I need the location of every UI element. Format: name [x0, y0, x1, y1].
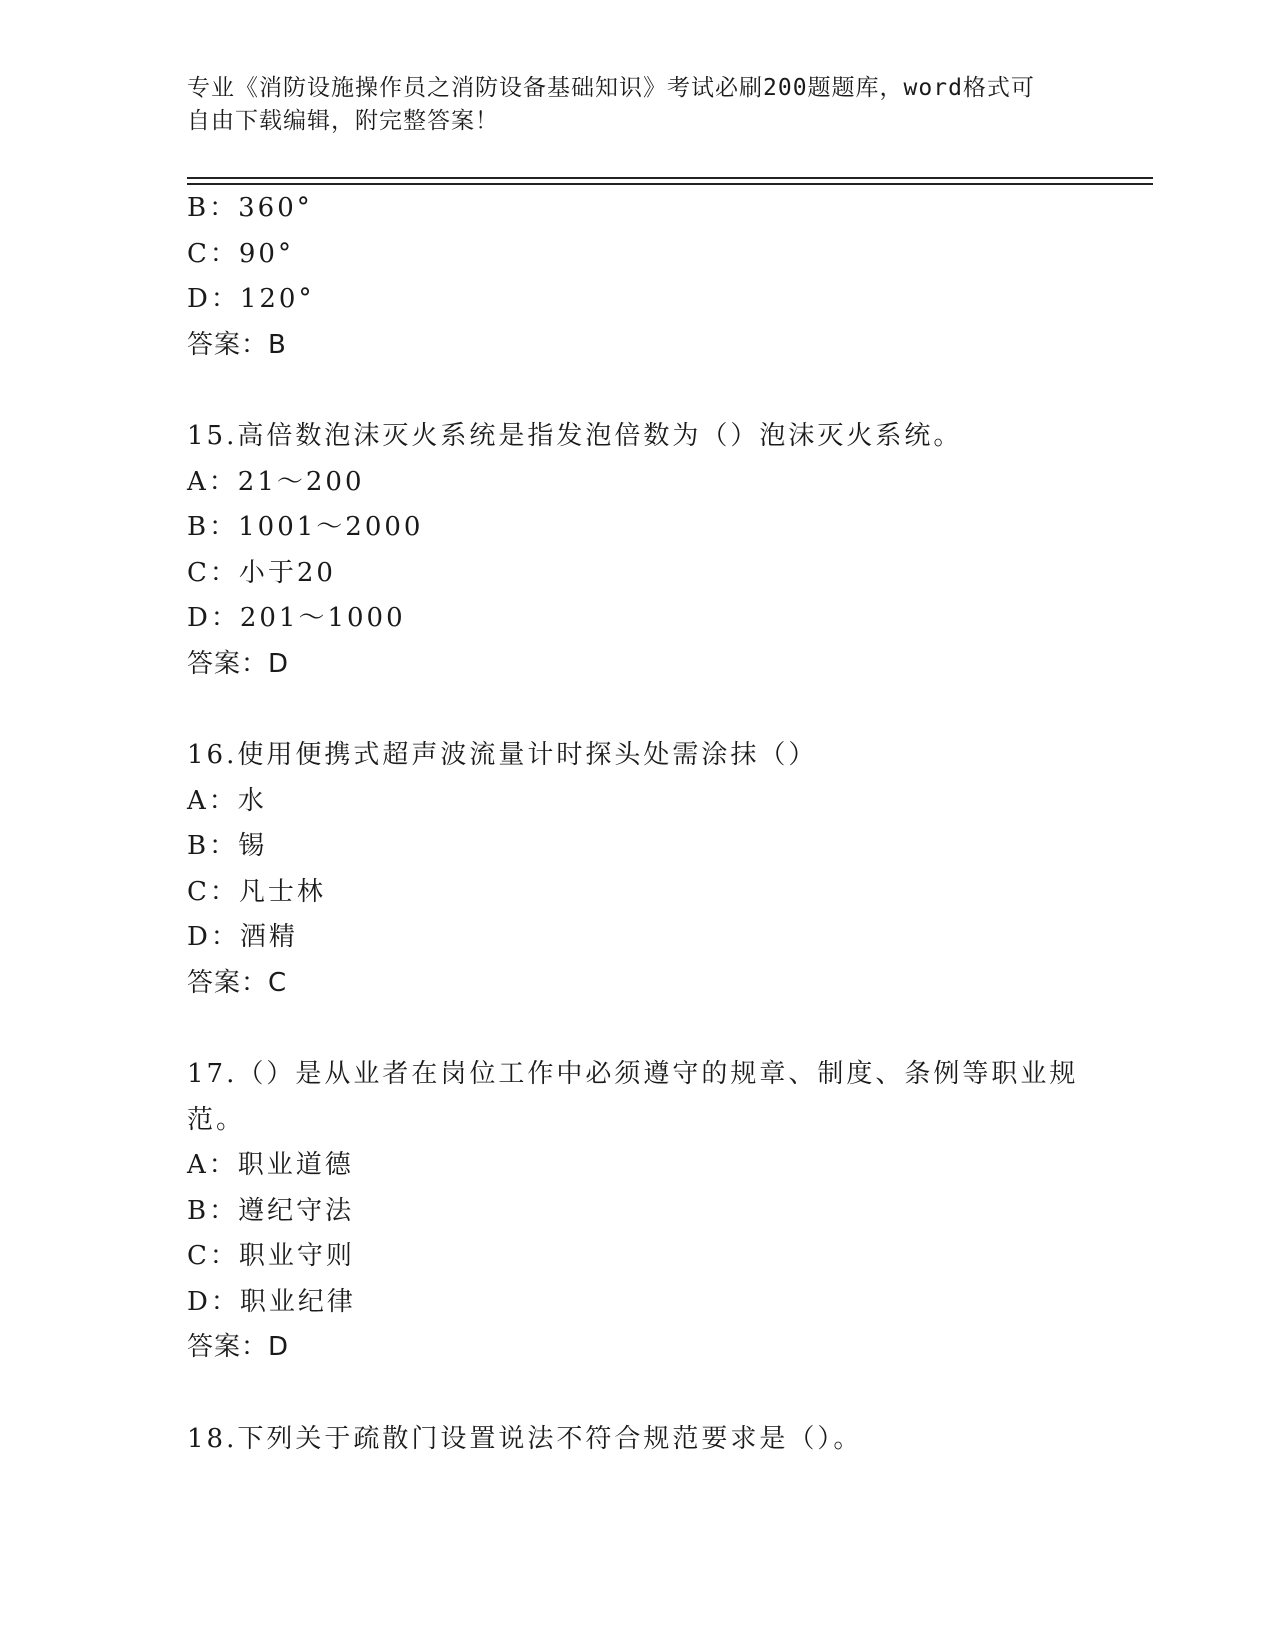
option-c: C：小于20	[187, 557, 336, 588]
spacer	[187, 368, 1087, 414]
option-a: A：职业道德	[187, 1150, 354, 1180]
spacer	[187, 687, 1087, 733]
question-14-continued	[187, 186, 1087, 368]
document-header	[187, 72, 1067, 138]
option-c: C：职业守则	[187, 1241, 355, 1271]
spacer	[187, 1006, 1087, 1052]
option-c: C：90°	[187, 238, 294, 269]
option-a: A：21～200	[187, 466, 365, 497]
option-d: D：120°	[187, 284, 315, 314]
answer-label: 答案：D	[187, 1332, 290, 1362]
question-stem: 15.高倍数泡沫灭火系统是指发泡倍数为（）泡沫灭火系统。	[187, 421, 963, 451]
option-b: B：锡	[187, 831, 268, 861]
question-18	[187, 1417, 1087, 1463]
answer-label: 答案：B	[187, 329, 287, 360]
question-stem: 16.使用便携式超声波流量计时探头处需涂抹（）	[187, 740, 818, 770]
header-divider-bottom	[187, 183, 1153, 185]
header-divider-top	[187, 177, 1153, 179]
header-title-line-2: 自由下载编辑，附完整答案！	[187, 108, 499, 134]
question-stem-line-2: 范。	[187, 1104, 246, 1135]
option-a: A：水	[187, 785, 267, 816]
option-c: C：凡士林	[187, 876, 326, 907]
option-d: D：职业纪律	[187, 1286, 356, 1317]
question-16	[187, 733, 1087, 1006]
option-d: D：201～1000	[187, 603, 406, 633]
spacer	[187, 1371, 1087, 1417]
question-stem-line-1: 17.（）是从业者在岗位工作中必须遵守的规章、制度、条例等职业规	[187, 1059, 1079, 1089]
option-b: B：360°	[187, 193, 313, 223]
option-d: D：酒精	[187, 922, 298, 952]
question-15	[187, 414, 1087, 687]
question-stem: 18.下列关于疏散门设置说法不符合规范要求是（）。	[187, 1423, 863, 1454]
header-title-line-1: 专业《消防设施操作员之消防设备基础知识》考试必刷200题题库，word格式可	[187, 75, 1035, 101]
question-17	[187, 1052, 1087, 1371]
answer-label: 答案：D	[187, 648, 290, 679]
option-b: B：1001～2000	[187, 512, 424, 542]
answer-label: 答案：C	[187, 967, 288, 998]
question-list	[187, 186, 1087, 1462]
option-b: B：遵纪守法	[187, 1195, 355, 1226]
